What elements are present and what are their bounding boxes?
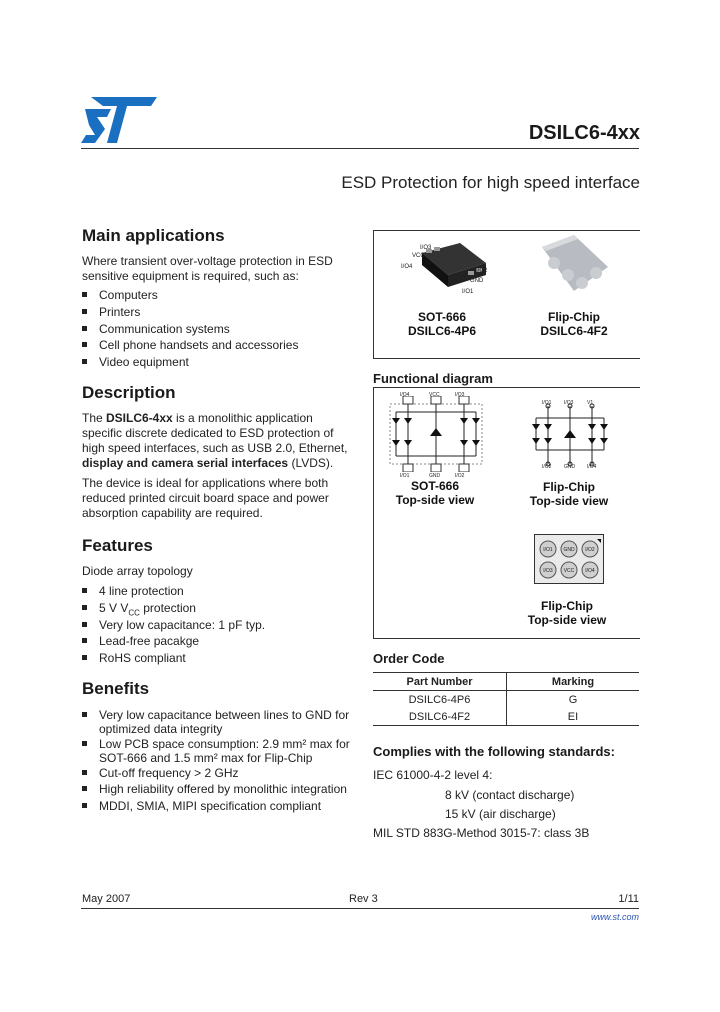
bullet-icon [82, 605, 87, 610]
flip-chip-caption: Flip-Chip DSILC6-4F2 [540, 310, 608, 338]
bullet-icon [82, 326, 87, 331]
table-row [373, 708, 639, 725]
functional-diagram-heading: Functional diagram [373, 371, 493, 386]
flip-chip-schematic-caption: Flip-Chip Top-side view [529, 480, 609, 508]
bullet-icon [82, 622, 87, 627]
sot-bottom-pin-label: I/O1 [400, 473, 410, 479]
packages-box [373, 230, 640, 359]
table-row [373, 691, 639, 709]
standards-line-3: 15 kV (air discharge) [445, 807, 556, 821]
footer-date: May 2007 [82, 893, 131, 905]
bullet-icon [82, 342, 87, 347]
table-cell: G [507, 691, 640, 709]
standards-line-1: IEC 61000-4-2 level 4: [373, 768, 493, 782]
sot-top-pin-label: I/O3 [455, 392, 465, 398]
sot-pin-right-label: I/O1 [462, 289, 474, 295]
order-code-heading: Order Code [373, 651, 445, 666]
order-code-table [373, 672, 639, 726]
sot-top-pin-label: VCC [429, 392, 440, 398]
bullet-icon [82, 292, 87, 297]
table-cell: EI [507, 708, 640, 725]
bump-label: I/O1 [543, 547, 553, 553]
table-header: Part Number [373, 673, 507, 691]
bullet-icon [82, 588, 87, 593]
flip-chip-package-icon [534, 233, 614, 297]
standards-line-2: 8 kV (contact discharge) [445, 788, 575, 802]
description-paragraph-2: The device is ideal for applications where both reduced printed circuit board space and power absorption capability are required. [82, 476, 329, 520]
functional-diagram-box [373, 387, 640, 639]
bullet-icon [82, 655, 87, 660]
bullet-icon [82, 741, 87, 746]
table-header: Marking [507, 673, 640, 691]
sot-pin-left-label: VCC [412, 253, 425, 259]
fc-top-pin-label: I/O1 [542, 400, 552, 406]
st-logo [81, 97, 157, 145]
bullet-icon [82, 638, 87, 643]
bullet-icon [82, 309, 87, 314]
bullet-icon [82, 712, 87, 717]
main-applications-heading: Main applications [82, 226, 225, 245]
sot-schematic-caption: SOT-666 Top-side view [395, 479, 475, 507]
bump-map-caption: Flip-Chip Top-side view [527, 599, 607, 627]
footer-page-number: 1/11 [618, 893, 639, 905]
bump-label: VCC [563, 568, 575, 574]
features-intro: Diode array topology [82, 564, 193, 578]
document-subtitle: ESD Protection for high speed interface [341, 173, 640, 192]
document-title: DSILC6-4xx [528, 122, 640, 144]
sot-pin-right-label: I/O2 [476, 268, 488, 274]
bullet-icon [82, 803, 87, 808]
standards-line-4: MIL STD 883G-Method 3015-7: class 3B [373, 826, 590, 840]
table-cell: DSILC6-4P6 [408, 693, 471, 706]
main-applications-intro: Where transient over-voltage protection in ESD sensitive equipment is required, such as: [82, 254, 333, 283]
fc-top-pin-label: I/O3 [564, 400, 574, 406]
description-paragraph-1: The DSILC6-4xx is a monolithic application specific discrete dedicated to ESD protection of high speed interfaces, such as USB 2.0, Ethernet, display and camera serial interfaces (LVDS). [82, 411, 348, 470]
header-rule [81, 148, 639, 149]
sot-pin-left-label: I/O3 [420, 245, 432, 251]
footer-rule [81, 908, 639, 909]
table-row [373, 673, 639, 691]
footer-revision: Rev 3 [349, 893, 378, 905]
fc-bottom-pin-label: I/O2 [542, 464, 552, 470]
description-heading: Description [82, 383, 176, 402]
sot-top-pin-label: I/O4 [400, 392, 410, 398]
sot-666-package-icon [398, 235, 510, 303]
bump-label: I/O4 [585, 568, 595, 574]
table-cell: DSILC6-4F2 [408, 710, 471, 723]
bullet-icon [82, 770, 87, 775]
sot-666-schematic [386, 396, 486, 472]
benefits-heading: Benefits [82, 679, 150, 698]
fc-bottom-pin-label: GND [564, 464, 576, 470]
bump-label: I/O3 [543, 568, 553, 574]
footer-url-link[interactable]: www.st.com [590, 912, 639, 922]
fc-bottom-pin-label: I/O4 [587, 464, 597, 470]
sot-bottom-pin-label: I/O2 [455, 473, 465, 479]
bump-label: GND [563, 547, 575, 553]
features-heading: Features [82, 536, 153, 555]
flip-chip-schematic [530, 400, 610, 470]
bullet-icon [82, 359, 87, 364]
bullet-icon [82, 786, 87, 791]
sot-pin-left-label: I/O4 [401, 264, 413, 270]
sot-bottom-pin-label: GND [429, 473, 441, 479]
sot-666-caption: SOT-666 DSILC6-4P6 [407, 310, 477, 338]
bump-label: I/O2 [585, 547, 595, 553]
standards-heading: Complies with the following standards: [373, 744, 615, 759]
flip-chip-bump-map [534, 534, 604, 584]
sot-pin-right-label: GND [470, 278, 484, 284]
fc-top-pin-label: V1 [587, 400, 594, 406]
